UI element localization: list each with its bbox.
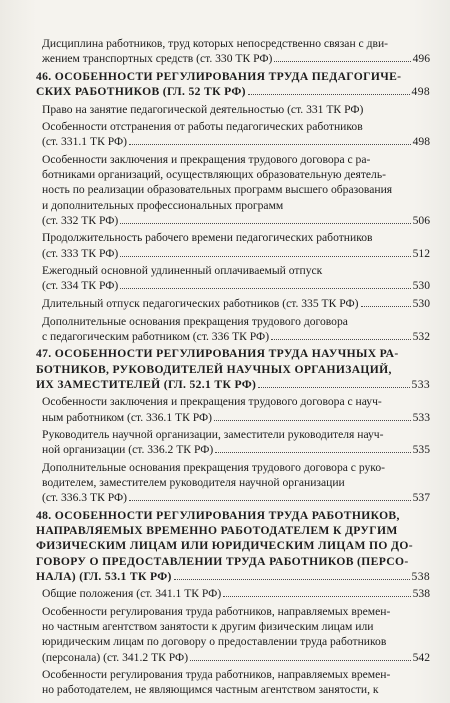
toc-entry-last-line bbox=[42, 51, 430, 66]
toc-entry-line: жением транспортных средств (ст. 330 ТК РФ) bbox=[42, 52, 273, 66]
toc-entry-line: Особенности заключения и прекращения трудового договора с науч- bbox=[42, 395, 382, 409]
page-number: 498 bbox=[412, 135, 430, 149]
toc-entry bbox=[36, 604, 430, 665]
toc-entry-line: и дополнительных профессиональных программ bbox=[42, 198, 284, 212]
toc-entry-line: Руководитель научной организации, заместители руководителя науч- bbox=[42, 428, 384, 442]
toc-entry bbox=[36, 263, 430, 293]
dot-leader bbox=[274, 61, 410, 62]
page-number: 533 bbox=[411, 377, 430, 391]
toc-entry-line: ность по реализации образовательных программ высшего образования bbox=[42, 183, 393, 197]
dot-leader bbox=[271, 339, 411, 340]
toc-entry-line: Продолжительность рабочего времени педагогических работников bbox=[42, 231, 373, 245]
toc-entry bbox=[36, 667, 430, 697]
toc-entry-last-line bbox=[42, 296, 430, 311]
page-number: 530 bbox=[412, 279, 430, 293]
toc-entry-line: с педагогическим работником (ст. 336 ТК РФ) bbox=[42, 329, 270, 343]
toc-entry-last-line bbox=[36, 84, 430, 99]
toc-entry bbox=[36, 230, 430, 260]
page-number: 498 bbox=[411, 85, 430, 98]
toc-entry-line: Длительный отпуск педагогических работников (ст. 335 ТК РФ) bbox=[42, 296, 359, 310]
toc-entry-line: но частным агентством занятости к другим физическим лицам или bbox=[42, 620, 374, 634]
toc-entry-last-line bbox=[42, 410, 430, 425]
toc-entry bbox=[36, 152, 430, 228]
toc-entry-last-line bbox=[42, 134, 430, 149]
dot-leader bbox=[361, 306, 411, 307]
dot-leader bbox=[120, 223, 410, 224]
toc-entry bbox=[36, 586, 430, 601]
toc-entry-line: но работодателем, не являющимся частным агентством занятости, к bbox=[42, 683, 379, 697]
toc-entry bbox=[36, 427, 430, 457]
toc-entry-line: ИХ ЗАМЕСТИТЕЛЕЙ (ГЛ. 52.1 ТК РФ) bbox=[36, 377, 257, 391]
toc-entry-line: Дополнительные основания прекращения трудового договора с руко- bbox=[42, 460, 385, 474]
toc-entry-line: (персонала) (ст. 341.2 ТК РФ) bbox=[42, 650, 189, 664]
toc-entry-last-line bbox=[42, 586, 430, 601]
toc-entry-line: (ст. 336.3 ТК РФ) bbox=[42, 491, 127, 505]
page-number: 533 bbox=[412, 410, 430, 424]
toc-entry-last-line bbox=[42, 246, 430, 261]
dot-leader bbox=[215, 452, 410, 453]
dot-leader bbox=[258, 387, 409, 388]
toc-entry-last-line bbox=[42, 650, 430, 665]
toc-entry-line: ФИЗИЧЕСКИМ ЛИЦАМ ИЛИ ЮРИДИЧЕСКИМ ЛИЦАМ ПО ДО- bbox=[36, 539, 413, 553]
toc-entry-line: ной организации (ст. 336.2 ТК РФ) bbox=[42, 443, 214, 457]
page-number: 506 bbox=[412, 213, 430, 227]
toc-entry-last-line bbox=[42, 490, 430, 505]
toc-entry-line: (ст. 333 ТК РФ) bbox=[42, 246, 119, 260]
toc-entry-line: (ст. 334 ТК РФ) bbox=[42, 279, 119, 293]
toc-entry bbox=[36, 460, 430, 506]
toc-entry-line: Особенности отстранения от работы педагогических работников bbox=[42, 120, 363, 134]
toc-entry-last-line bbox=[42, 213, 430, 228]
page-number: 542 bbox=[412, 650, 430, 664]
page-number: 538 bbox=[411, 569, 430, 583]
dot-leader bbox=[190, 660, 411, 661]
toc-section-heading bbox=[36, 346, 430, 392]
toc-entry-line: (ст. 332 ТК РФ) bbox=[42, 213, 119, 227]
toc-section-heading bbox=[36, 69, 430, 99]
toc-entry-last-line bbox=[36, 569, 430, 584]
toc-entry-line: водителем, заместителем руководителя научной организации bbox=[42, 476, 345, 490]
toc-entry-line: СКИХ РАБОТНИКОВ (ГЛ. 52 ТК РФ) bbox=[36, 85, 246, 98]
dot-leader bbox=[129, 144, 411, 145]
toc-entry-line: ГОВОРУ О ПРЕДОСТАВЛЕНИИ ТРУДА РАБОТНИКОВ (ПЕРСО- bbox=[36, 554, 409, 568]
toc-entry-line: БОТНИКОВ, РУКОВОДИТЕЛЕЙ НАУЧНЫХ ОРГАНИЗАЦИЙ, bbox=[36, 362, 392, 376]
toc-entry bbox=[36, 314, 430, 344]
toc-entry-line: 48. ОСОБЕННОСТИ РЕГУЛИРОВАНИЯ ТРУДА РАБОТНИКОВ, bbox=[36, 508, 400, 522]
dot-leader bbox=[120, 256, 410, 257]
toc-entry-line: Ежегодный основной удлиненный оплачиваемый отпуск bbox=[42, 264, 323, 278]
dot-leader bbox=[214, 420, 411, 421]
toc-entry-last-line bbox=[42, 442, 430, 457]
toc-entry-line: (ст. 331.1 ТК РФ) bbox=[42, 135, 127, 149]
toc-entry-line: Особенности заключения и прекращения трудового договора с ра- bbox=[42, 152, 371, 166]
toc-entry-line: Дисциплина работников, труд которых непосредственно связан с дви- bbox=[42, 37, 389, 50]
toc-entry-line: Особенности регулирования труда работников, направляемых времен- bbox=[42, 604, 391, 618]
toc-entry-last-line bbox=[42, 102, 430, 117]
dot-leader bbox=[174, 579, 410, 580]
toc-entry-line: НАЛА) (ГЛ. 53.1 ТК РФ) bbox=[36, 569, 172, 583]
toc-section-heading bbox=[36, 508, 430, 584]
toc-entry bbox=[36, 119, 430, 149]
toc-entry-line: Право на занятие педагогической деятельностью (ст. 331 ТК РФ) bbox=[42, 102, 364, 116]
dot-leader bbox=[223, 596, 410, 597]
page-number: 532 bbox=[412, 329, 430, 343]
toc-entry-last-line bbox=[42, 278, 430, 293]
dot-leader bbox=[129, 500, 411, 501]
toc-entry bbox=[36, 296, 430, 311]
page-number: 530 bbox=[412, 296, 430, 310]
toc-entry-last-line bbox=[36, 377, 430, 392]
toc-entry-line: ботниками организаций, осуществляющих образовательную деятель- bbox=[42, 168, 386, 182]
page-number: 512 bbox=[412, 246, 430, 260]
page-number: 535 bbox=[412, 443, 430, 457]
toc-entry-line: НАПРАВЛЯЕМЫХ ВРЕМЕННО РАБОТОДАТЕЛЕМ К ДРУГИМ bbox=[36, 524, 398, 538]
toc-entry bbox=[36, 102, 430, 117]
toc-entry bbox=[36, 36, 430, 66]
toc-entry bbox=[36, 394, 430, 424]
toc-entry-last-line bbox=[42, 682, 430, 697]
toc-entry-line: Общие положения (ст. 341.1 ТК РФ) bbox=[42, 587, 222, 601]
toc-entry-line: Особенности регулирования труда работников, направляемых времен- bbox=[42, 668, 391, 682]
page-number: 496 bbox=[412, 52, 430, 66]
dot-leader bbox=[120, 288, 410, 289]
toc-entry-line: 47. ОСОБЕННОСТИ РЕГУЛИРОВАНИЯ ТРУДА НАУЧНЫХ РА- bbox=[36, 347, 399, 361]
page-number: 538 bbox=[412, 587, 430, 601]
toc-entry-line: юридическим лицам по договору о предоставлении труда работников bbox=[42, 635, 387, 649]
toc-entry-line: ным работником (ст. 336.1 ТК РФ) bbox=[42, 410, 213, 424]
toc-entry-line: 46. ОСОБЕННОСТИ РЕГУЛИРОВАНИЯ ТРУДА ПЕДАГОГИЧЕ- bbox=[36, 69, 402, 83]
page-number: 537 bbox=[412, 491, 430, 505]
dot-leader bbox=[248, 94, 410, 95]
toc-entry-last-line bbox=[42, 329, 430, 344]
toc-entry-line: Дополнительные основания прекращения трудового договора bbox=[42, 314, 348, 328]
table-of-contents bbox=[36, 36, 430, 700]
